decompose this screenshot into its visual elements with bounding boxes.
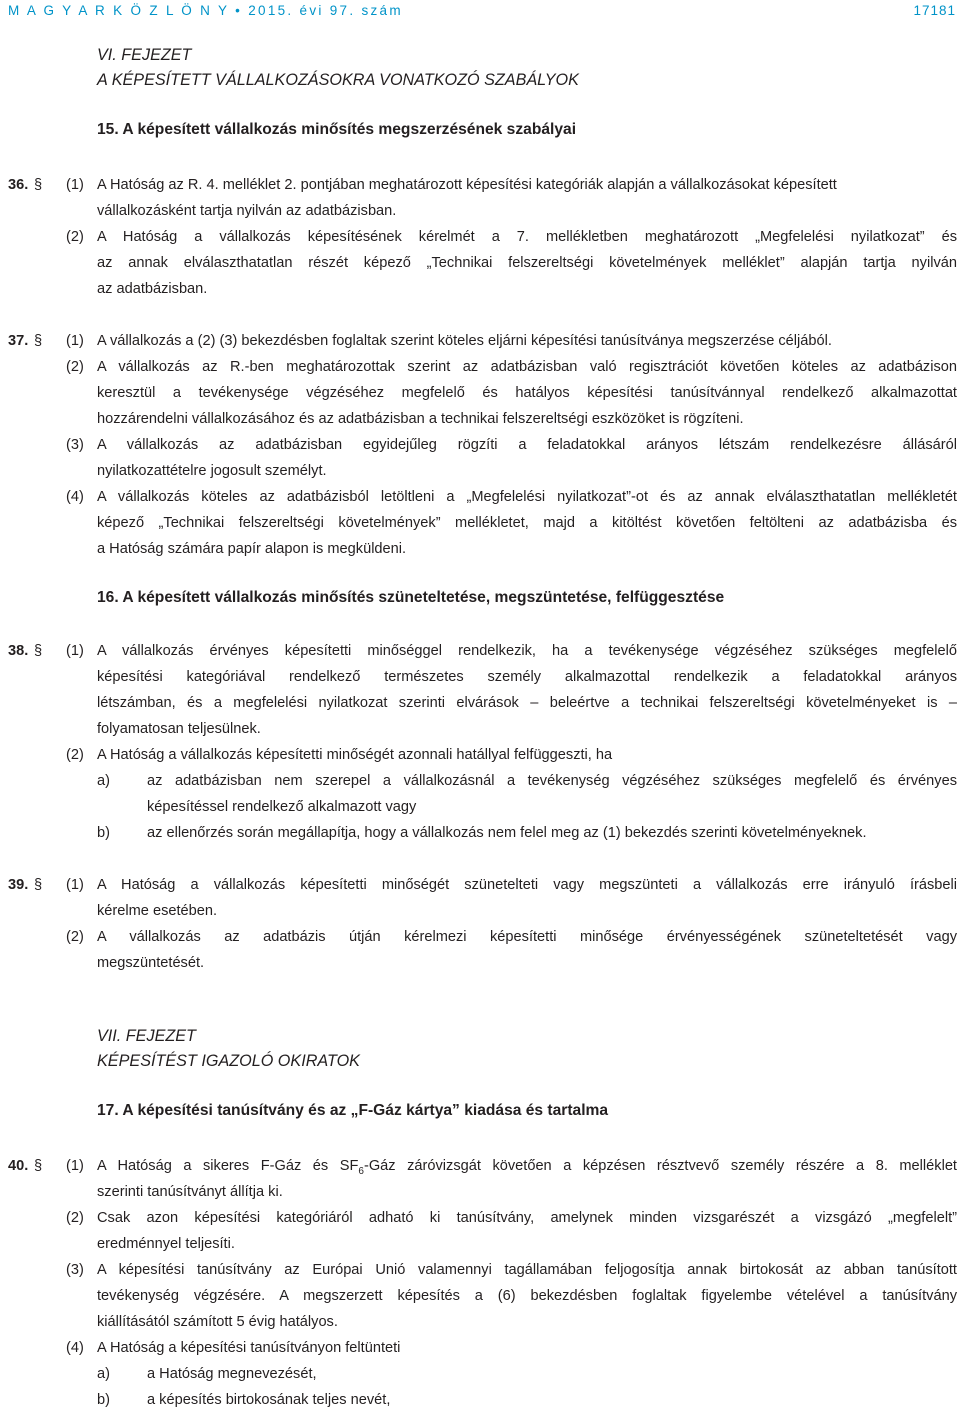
paragraph-line: szerinti tanúsítványt állítja ki. xyxy=(97,1184,283,1200)
paragraph-number: (2) xyxy=(66,747,84,763)
paragraph-line: kiállításától számított 5 évig hatályos. xyxy=(97,1314,338,1330)
paragraph-line: tevékenység végzésére. A megszerzett képesítés a (6) bekezdésben foglaltak figyelembe vételével a tanúsítvány xyxy=(97,1288,957,1304)
section-36-number: 36. xyxy=(8,177,29,193)
paragraph-number: (3) xyxy=(66,437,84,453)
section-sign: § xyxy=(34,1158,43,1174)
paragraph-number: (1) xyxy=(66,877,84,893)
point-label: b) xyxy=(97,1392,110,1408)
paragraph-line: az adatbázisban. xyxy=(97,281,208,297)
paragraph-line: A vállalkozás az adatbázis útján kérelmezi képesítetti minősége érvényességének szüneteltetését vagy xyxy=(97,929,957,945)
paragraph-line: képesítési kategóriával rendelkező természetes személy alkalmazottal rendelkezik a feladatokkal arányos xyxy=(97,669,957,685)
paragraph-line: nyilatkozattételre jogosult személyt. xyxy=(97,463,327,479)
paragraph-line: A Hatóság az R. 4. melléklet 2. pontjában meghatározott képesítési kategóriák alapján a vállalkozásokat képesített xyxy=(97,177,837,193)
paragraph-line: vállalkozásként tartja nyilván az adatbázisban. xyxy=(97,203,397,219)
paragraph-number: (1) xyxy=(66,643,84,659)
subscript: 6 xyxy=(358,1165,364,1177)
paragraph-number: (2) xyxy=(66,929,84,945)
paragraph-line: A vállalkozás az adatbázisban egyidejűleg rögzíti a feladatokkal arányos létszám rendelkezésre állásáról xyxy=(97,437,957,453)
paragraph-number: (4) xyxy=(66,1340,84,1356)
paragraph-line: A Hatóság a vállalkozás képesítésének kérelmét a 7. mellékletben meghatározott „Megfelelési nyilatkozat” és xyxy=(97,229,957,245)
paragraph-number: (1) xyxy=(66,177,84,193)
section-sign: § xyxy=(34,177,43,193)
paragraph-line: A Hatóság a vállalkozás képesítetti minőségét szünetelteti vagy megszünteti a vállalkozás erre irányuló írásbeli xyxy=(97,877,957,893)
chapter-6-title: A KÉPESÍTETT VÁLLALKOZÁSOKRA VONATKOZÓ SZABÁLYOK xyxy=(97,71,579,89)
paragraph-line: megszüntetését. xyxy=(97,955,205,971)
point-label: b) xyxy=(97,825,110,841)
section-sign: § xyxy=(34,877,43,893)
paragraph-line: hozzárendelni vállalkozásához és az adatbázisban a technikai felszereltségi eszközöket is rögzíteni. xyxy=(97,411,744,427)
paragraph-line: A vállalkozás köteles az adatbázisból letöltleni a „Megfelelési nyilatkozat”-ot és az annak elválaszthatatlan mellékletét xyxy=(97,489,957,505)
paragraph-line: keresztül a tevékenysége végzéséhez megfelelő és hatályos képesítési tanúsítvánnyal rendelkező alkalmazottat xyxy=(97,385,957,401)
paragraph-line: A vállalkozás az R.-ben meghatározottak szerint az adatbázisban való regisztrációt követően köteles az adatbázison xyxy=(97,359,957,375)
paragraph-line: eredménnyel teljesíti. xyxy=(97,1236,235,1252)
paragraph-line: A Hatóság a képesítési tanúsítványon feltünteti xyxy=(97,1340,401,1356)
paragraph-line: folyamatosan teljesülnek. xyxy=(97,721,261,737)
section-37-number: 37. xyxy=(8,333,29,349)
point-label: a) xyxy=(97,1366,110,1382)
subtitle-17: 17. A képesítési tanúsítvány és az „F-Gáz kártya” kiadása és tartalma xyxy=(97,1102,609,1119)
point-label: a) xyxy=(97,773,110,789)
point-line: a képesítés birtokosának teljes nevét, xyxy=(147,1392,391,1408)
paragraph-line: Csak azon képesítési kategóriáról adható ki tanúsítvány, amelynek minden vizsgarészét a vizsgázó „megfelelt” xyxy=(97,1210,957,1226)
paragraph-line: a Hatóság számára papír alapon is megküldeni. xyxy=(97,541,407,557)
section-40-number: 40. xyxy=(8,1158,29,1174)
text-run: A Hatóság a sikeres F-Gáz és SF xyxy=(97,1158,359,1174)
section-39-number: 39. xyxy=(8,877,29,893)
paragraph-line: az annak elválaszthatatlan részét képező „Technikai felszereltségi követelmények melléklet” alapján tartja nyilván xyxy=(97,255,957,271)
paragraph-line xyxy=(97,1156,957,1182)
section-sign: § xyxy=(34,643,43,659)
point-line: képesítéssel rendelkező alkalmazott vagy xyxy=(147,799,417,815)
paragraph-number: (1) xyxy=(66,333,84,349)
paragraph-line: kérelme esetében. xyxy=(97,903,218,919)
text-run: -Gáz záróvizsgát követően a képzésen résztvevő személy részére a 8. melléklet xyxy=(363,1158,957,1174)
subtitle-15: 15. A képesített vállalkozás minősítés megszerzésének szabályai xyxy=(97,121,577,138)
chapter-6-number: VI. FEJEZET xyxy=(97,46,192,64)
paragraph-number: (1) xyxy=(66,1158,84,1174)
chapter-7-number: VII. FEJEZET xyxy=(97,1027,196,1045)
paragraph-line: A vállalkozás érvényes képesítetti minőséggel rendelkezik, ha a tevékenysége végzéséhez szükséges megfelelő xyxy=(97,643,957,659)
paragraph-line: A Hatóság a vállalkozás képesítetti minőségét azonnali hatállyal felfüggeszti, ha xyxy=(97,747,613,763)
point-line: az ellenőrzés során megállapítja, hogy a vállalkozás nem felel meg az (1) bekezdés szerinti követelményeknek. xyxy=(147,825,867,841)
paragraph-line: A vállalkozás a (2) (3) bekezdésben foglaltak szerint köteles eljárni képesítési tanúsítványa megszerzése céljából. xyxy=(97,333,832,349)
paragraph-line: A képesítési tanúsítvány az Európai Unió valamennyi tagállamában feljogosítja annak birtokosát az abban tanúsított xyxy=(97,1262,957,1278)
paragraph-number: (2) xyxy=(66,359,84,375)
page-number: 17181 xyxy=(913,3,956,18)
paragraph-line: létszámban, és a megfelelési nyilatkozat szerinti elvárások – beleértve a technikai felszereltségi követelményeket is – xyxy=(97,695,957,711)
section-38-number: 38. xyxy=(8,643,29,659)
subtitle-16: 16. A képesített vállalkozás minősítés szüneteltetése, megszüntetése, felfüggesztése xyxy=(97,589,725,606)
paragraph-number: (2) xyxy=(66,229,84,245)
point-line: az adatbázisban nem szerepel a vállalkozásnál a tevékenység végzéséhez szükséges megfelelő és érvényes xyxy=(147,773,957,789)
section-sign: § xyxy=(34,333,43,349)
paragraph-number: (2) xyxy=(66,1210,84,1226)
paragraph-number: (3) xyxy=(66,1262,84,1278)
journal-header: M A G Y A R K Ö Z L Ö N Y • 2015. évi 97. szám xyxy=(8,3,403,18)
paragraph-number: (4) xyxy=(66,489,84,505)
paragraph-line: képező „Technikai felszereltségi követelmények” mellékletet, majd a kitöltést követően feltölteni az adatbázisba és xyxy=(97,515,957,531)
chapter-7-title: KÉPESÍTÉST IGAZOLÓ OKIRATOK xyxy=(97,1052,360,1070)
point-line: a Hatóság megnevezését, xyxy=(147,1366,317,1382)
